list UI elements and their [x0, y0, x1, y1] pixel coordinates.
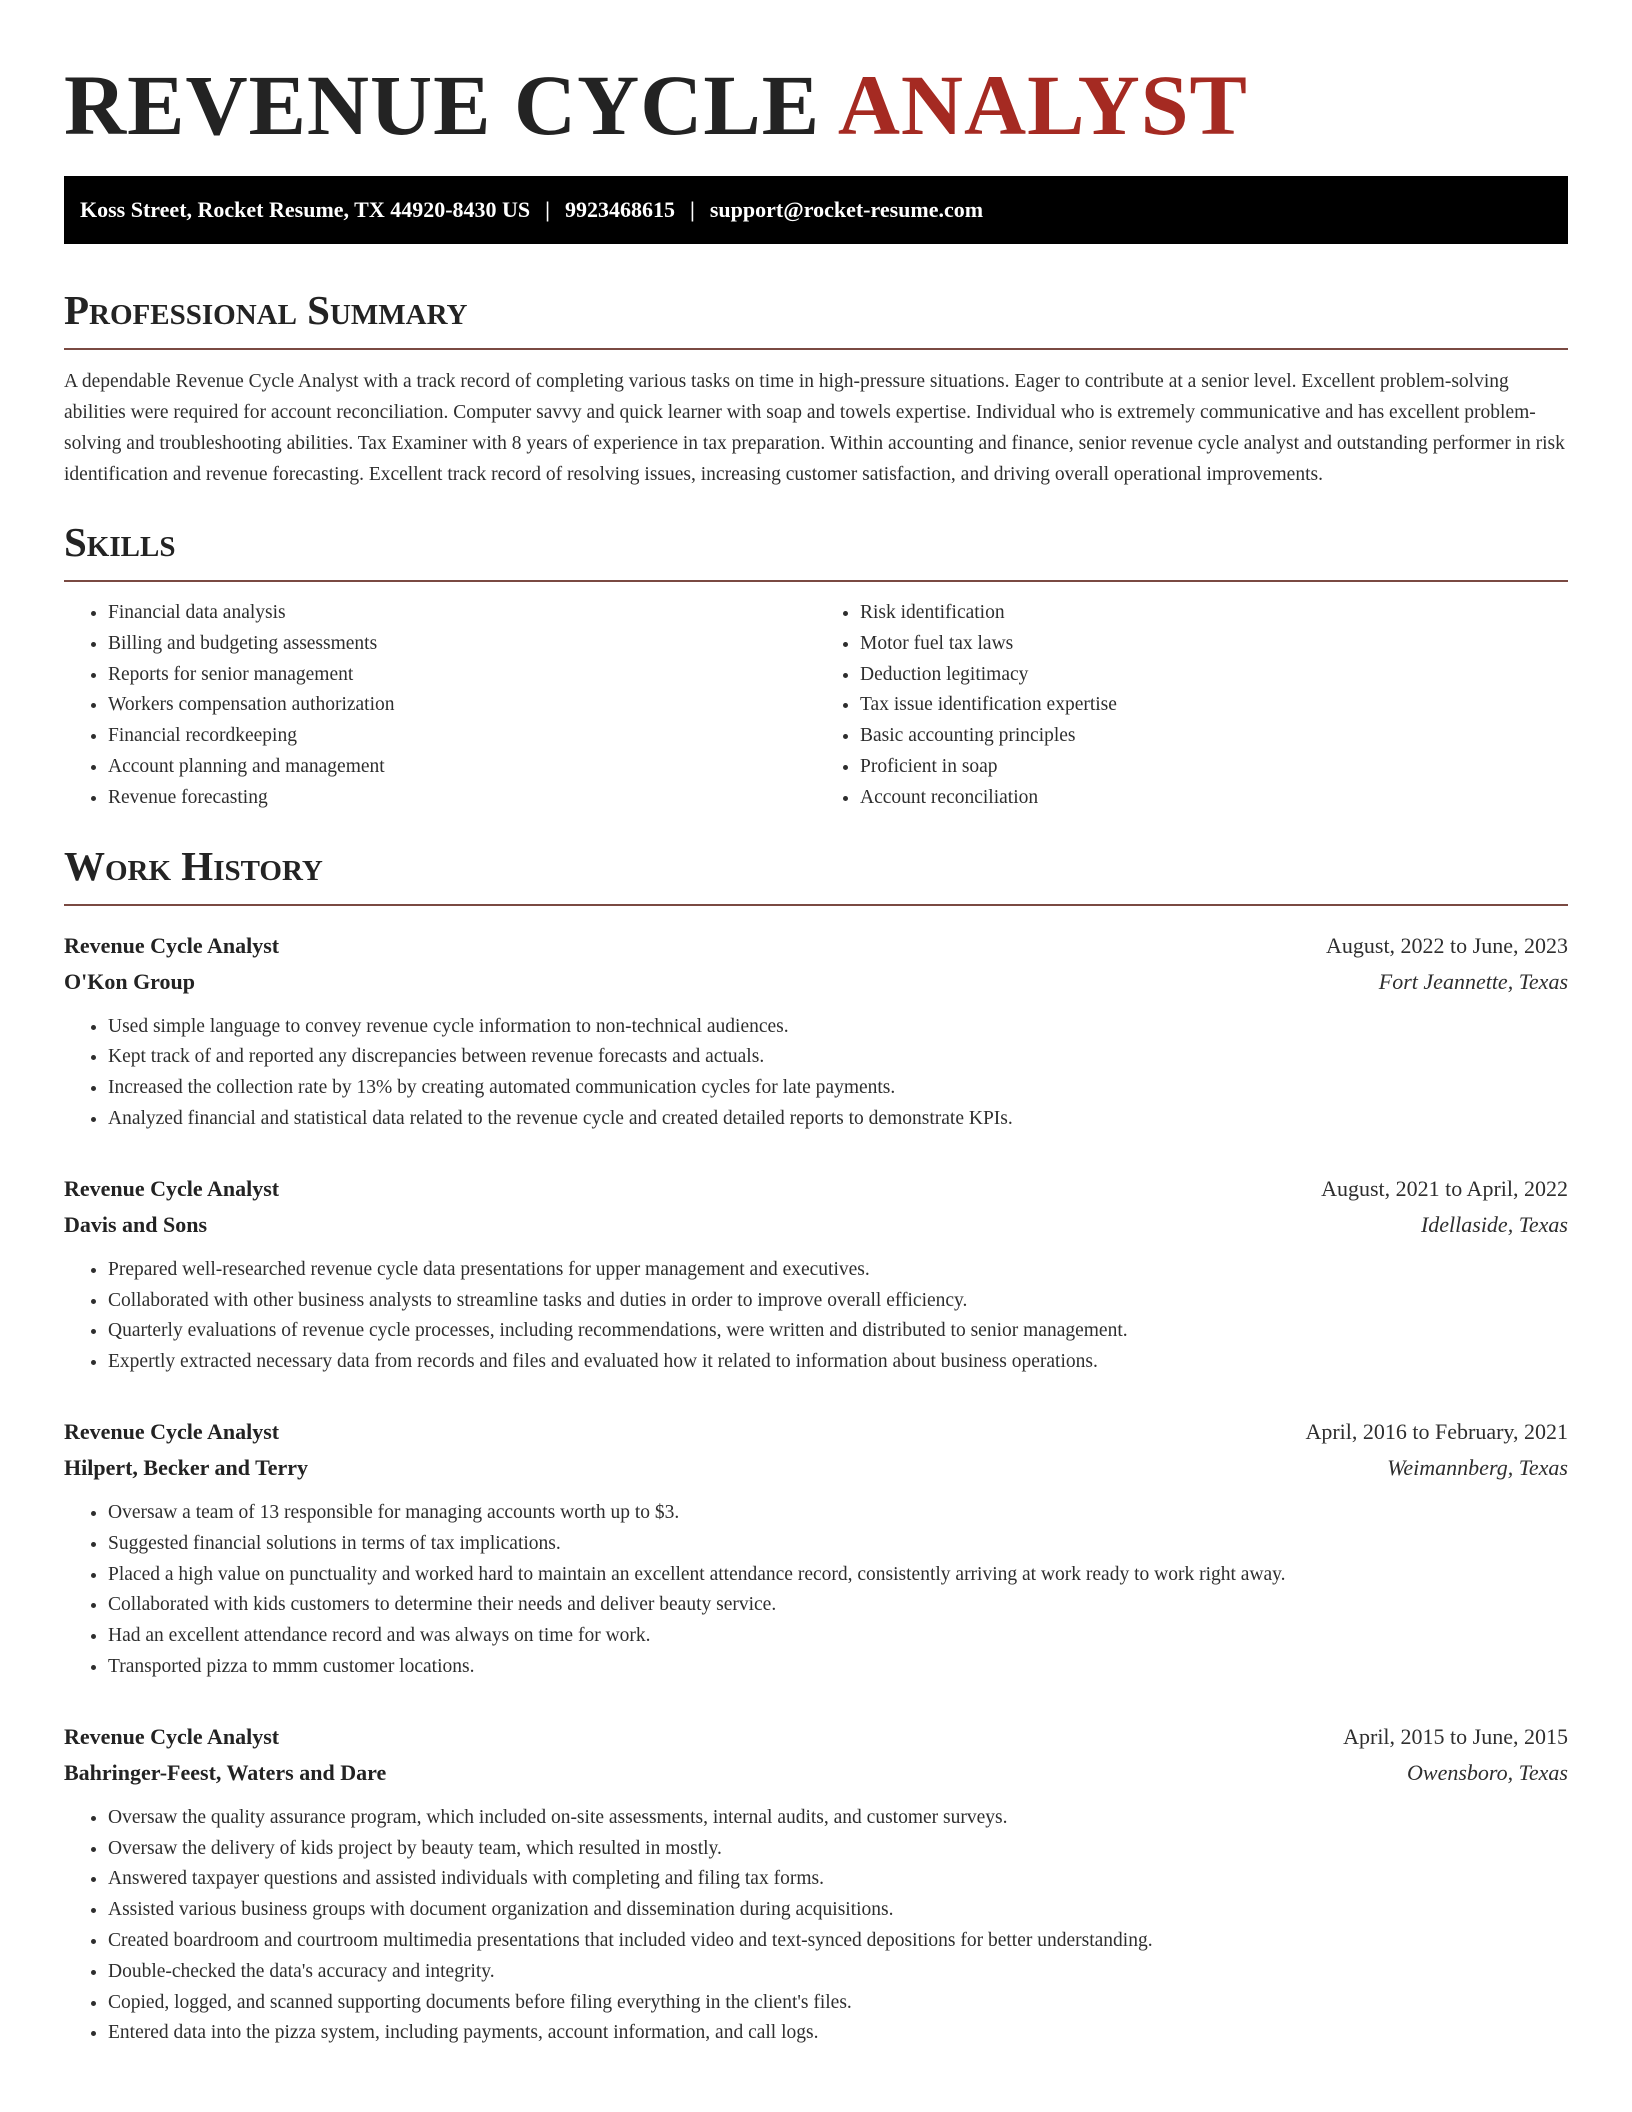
job-bullet: • Increased the collection rate by 13% by creating automated communication cycles for late payments.	[108, 1073, 1568, 1104]
skill-item: • Billing and budgeting assessments	[108, 629, 816, 660]
job-bullet: • Analyzed financial and statistical data related to the revenue cycle and created detailed reports to demonstrate KPIs.	[108, 1104, 1568, 1135]
job-title: Revenue Cycle Analyst	[64, 1723, 280, 1749]
contact-phone: 9923468615	[565, 197, 676, 222]
job-bullet: • Expertly extracted necessary data from records and files and evaluated how it related to information about business operations.	[108, 1347, 1568, 1378]
skill-item: • Account reconciliation	[860, 783, 1568, 814]
skill-item: • Proficient in soap	[860, 752, 1568, 783]
contact-separator: |	[690, 197, 695, 222]
job-entry	[64, 1719, 1568, 2049]
skill-item: • Risk identification	[860, 598, 1568, 629]
skill-item: • Tax issue identification expertise	[860, 690, 1568, 721]
job-header-row	[64, 1414, 1568, 1450]
job-dates: August, 2022 to June, 2023	[1326, 932, 1568, 958]
skills-list-left	[64, 598, 816, 814]
job-bullet: • Had an excellent attendance record and was always on time for work.	[108, 1621, 1568, 1652]
skill-item: • Basic accounting principles	[860, 721, 1568, 752]
job-entry	[64, 1414, 1568, 1683]
skills-section-title: Skills	[64, 516, 1568, 582]
job-header-row	[64, 1719, 1568, 1755]
work-history-list	[64, 928, 1568, 2050]
job-header-row	[64, 1171, 1568, 1207]
skill-item: • Revenue forecasting	[108, 783, 816, 814]
contact-separator: |	[545, 197, 551, 222]
job-bullet: • Created boardroom and courtroom multimedia presentations that included video and text-synced depositions for better understanding.	[108, 1926, 1568, 1957]
job-entry	[64, 1171, 1568, 1378]
job-company: Davis and Sons	[64, 1211, 208, 1237]
job-company: Bahringer-Feest, Waters and Dare	[64, 1759, 387, 1785]
job-bullet: • Placed a high value on punctuality and worked hard to maintain an excellent attendance record, consistently arriving at work ready to work right away.	[108, 1560, 1568, 1591]
skill-item: • Deduction legitimacy	[860, 660, 1568, 691]
job-company-row	[64, 1207, 1568, 1243]
job-company-row	[64, 1755, 1568, 1791]
job-bullet: • Answered taxpayer questions and assisted individuals with completing and filing tax forms.	[108, 1864, 1568, 1895]
job-header-row	[64, 928, 1568, 964]
job-company: Hilpert, Becker and Terry	[64, 1454, 309, 1480]
job-bullet: • Kept track of and reported any discrepancies between revenue forecasts and actuals.	[108, 1042, 1568, 1073]
job-bullet: • Oversaw a team of 13 responsible for managing accounts worth up to $3.	[108, 1498, 1568, 1529]
job-location: Weimannberg, Texas	[1387, 1454, 1568, 1480]
skill-item: • Motor fuel tax laws	[860, 629, 1568, 660]
job-bullet-list	[64, 1803, 1568, 2049]
job-dates: April, 2015 to June, 2015	[1343, 1723, 1568, 1749]
job-bullet: • Prepared well-researched revenue cycle data presentations for upper management and executives.	[108, 1255, 1568, 1286]
work-history-section-title: Work History	[64, 840, 1568, 906]
skill-item: • Financial recordkeeping	[108, 721, 816, 752]
job-dates: April, 2016 to February, 2021	[1305, 1418, 1568, 1444]
job-bullet: • Entered data into the pizza system, including payments, account information, and call logs.	[108, 2018, 1568, 2049]
skills-columns	[64, 598, 1568, 814]
job-bullet: • Collaborated with other business analysts to streamline tasks and duties in order to improve overall efficiency.	[108, 1286, 1568, 1317]
job-bullet: • Oversaw the delivery of kids project by beauty team, which resulted in mostly.	[108, 1834, 1568, 1865]
skill-item: • Financial data analysis	[108, 598, 816, 629]
job-bullet: • Transported pizza to mmm customer locations.	[108, 1652, 1568, 1683]
job-location: Idellaside, Texas	[1420, 1211, 1568, 1237]
job-bullet: • Collaborated with kids customers to determine their needs and deliver beauty service.	[108, 1590, 1568, 1621]
job-bullet: • Assisted various business groups with document organization and dissemination during acquisitions.	[108, 1895, 1568, 1926]
job-bullet-list	[64, 1255, 1568, 1378]
job-title: Revenue Cycle Analyst	[64, 1418, 280, 1444]
job-title: Revenue Cycle Analyst	[64, 932, 280, 958]
name-primary: REVENUE CYCLE	[64, 57, 821, 153]
contact-bar	[64, 176, 1568, 244]
skill-item: • Reports for senior management	[108, 660, 816, 691]
job-bullet-list	[64, 1498, 1568, 1683]
job-location: Fort Jeannette, Texas	[1378, 968, 1568, 994]
job-entry	[64, 928, 1568, 1135]
job-bullet: • Suggested financial solutions in terms of tax implications.	[108, 1529, 1568, 1560]
skill-item: • Account planning and management	[108, 752, 816, 783]
job-bullet: • Copied, logged, and scanned supporting documents before filing everything in the client's files.	[108, 1988, 1568, 2019]
name-accent: ANALYST	[837, 57, 1248, 153]
job-bullet: • Quarterly evaluations of revenue cycle processes, including recommendations, were written and distributed to senior management.	[108, 1316, 1568, 1347]
skill-item: • Workers compensation authorization	[108, 690, 816, 721]
job-bullet: • Double-checked the data's accuracy and integrity.	[108, 1957, 1568, 1988]
job-bullet: • Oversaw the quality assurance program, which included on-site assessments, internal audits, and customer surveys.	[108, 1803, 1568, 1834]
skills-list-right	[816, 598, 1568, 814]
summary-section-title: Professional Summary	[64, 284, 1568, 350]
contact-email: support@rocket-resume.com	[709, 197, 984, 222]
summary-text: A dependable Revenue Cycle Analyst with a track record of completing various tasks on time in high-pressure situations. Eager to contribute at a senior level. Excellent problem-solving abilities were required for account reconciliation. Computer savvy and quick learner with soap and towels expertise. Individual who is extremely communicative and has excellent problem-solving and troubleshooting abilities. Tax Examiner with 8 years of experience in tax preparation. Within accounting and finance, senior revenue cycle analyst and outstanding performer in risk identification and revenue forecasting. Excellent track record of resolving issues, increasing customer satisfaction, and driving overall operational improvements.	[64, 371, 1565, 485]
job-title: Revenue Cycle Analyst	[64, 1175, 280, 1201]
job-company-row	[64, 1450, 1568, 1486]
job-company: O'Kon Group	[64, 968, 196, 994]
job-bullet: • Used simple language to convey revenue cycle information to non-technical audiences.	[108, 1012, 1568, 1043]
job-location: Owensboro, Texas	[1407, 1759, 1568, 1785]
job-bullet-list	[64, 1012, 1568, 1135]
job-dates: August, 2021 to April, 2022	[1321, 1175, 1568, 1201]
job-company-row	[64, 964, 1568, 1000]
contact-address: Koss Street, Rocket Resume, TX 44920-8430 US	[80, 197, 531, 222]
resume-name-heading	[64, 50, 1568, 160]
